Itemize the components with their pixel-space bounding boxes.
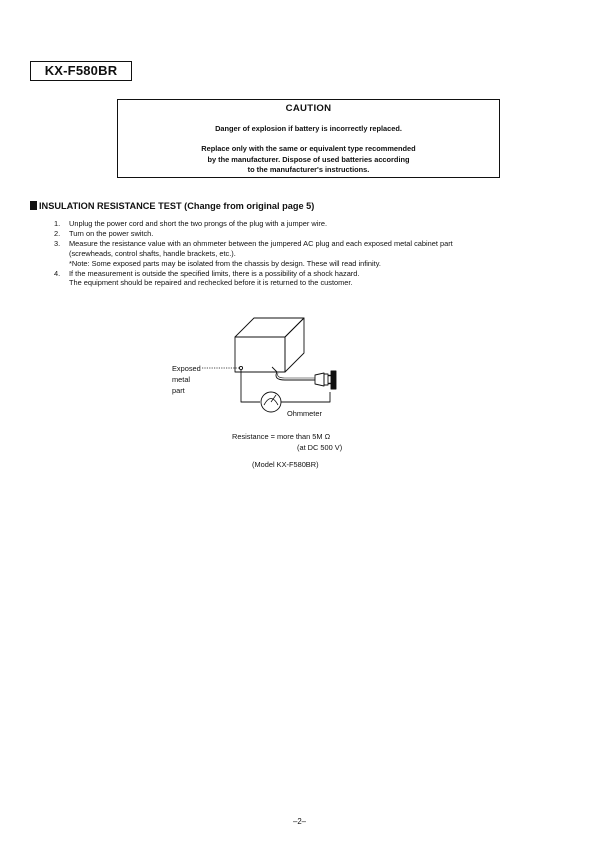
step-text: If the measurement is outside the specified limits, there is a possibility of a shock hazard.: [69, 268, 360, 278]
step-text: The equipment should be repaired and rechecked before it is returned to the customer.: [69, 278, 353, 288]
caution-box: [117, 99, 500, 178]
step-4: [54, 269, 453, 289]
step-text: Measure the resistance value with an ohmmeter between the jumpered AC plug and each exposed metal cabinet part: [69, 238, 453, 248]
diagram-model-caption: (Model KX-F580BR): [252, 460, 319, 469]
step-2: [54, 229, 453, 239]
step-number: 1.: [54, 219, 61, 228]
resistance-spec: Resistance = more than 5M Ω: [232, 432, 331, 441]
step-number: 4.: [54, 268, 61, 278]
heading-bullet-icon: [30, 201, 37, 210]
cabinet-side: [285, 318, 304, 372]
model-number: KX-F580BR: [44, 63, 118, 78]
part-label: part: [172, 386, 185, 395]
step-1: [54, 219, 453, 229]
caution-battery-warning: Danger of explosion if battery is incorrectly replaced.: [215, 124, 402, 133]
test-voltage: (at DC 500 V): [297, 443, 343, 452]
caution-replacement-instructions: [118, 144, 499, 176]
model-number-box: [30, 61, 132, 81]
metal-label: metal: [172, 375, 191, 384]
caution-line: by the manufacturer. Dispose of used batteries according: [207, 154, 410, 164]
page-number: –2–: [292, 817, 306, 826]
step-3: [54, 239, 453, 269]
step-number: 3.: [54, 238, 61, 248]
caution-title: CAUTION: [285, 103, 332, 114]
jumper-wire: [331, 371, 336, 389]
exposed-label: Exposed: [172, 364, 201, 373]
step-number: 2.: [54, 228, 61, 238]
step-note: *Note: Some exposed parts may be isolated from the chassis by design. These will read infinity.: [69, 258, 381, 268]
insulation-test-diagram: [160, 312, 380, 422]
section-title: INSULATION RESISTANCE TEST (Change from original page 5): [39, 201, 315, 211]
section-heading: [30, 201, 314, 211]
step-text: (screwheads, control shafts, handle brackets, etc.).: [69, 248, 236, 258]
steps-list: [54, 219, 453, 288]
caution-line: to the manufacturer's instructions.: [247, 165, 370, 174]
ac-plug: [315, 373, 324, 386]
ohmmeter-label: Ohmmeter: [287, 409, 322, 418]
caution-line: Replace only with the same or equivalent type recommended: [201, 144, 416, 153]
step-text: Turn on the power switch.: [69, 228, 154, 238]
step-text: Unplug the power cord and short the two prongs of the plug with a jumper wire.: [69, 219, 327, 228]
exposed-metal-screw: [239, 366, 242, 369]
cabinet-top: [235, 318, 304, 337]
